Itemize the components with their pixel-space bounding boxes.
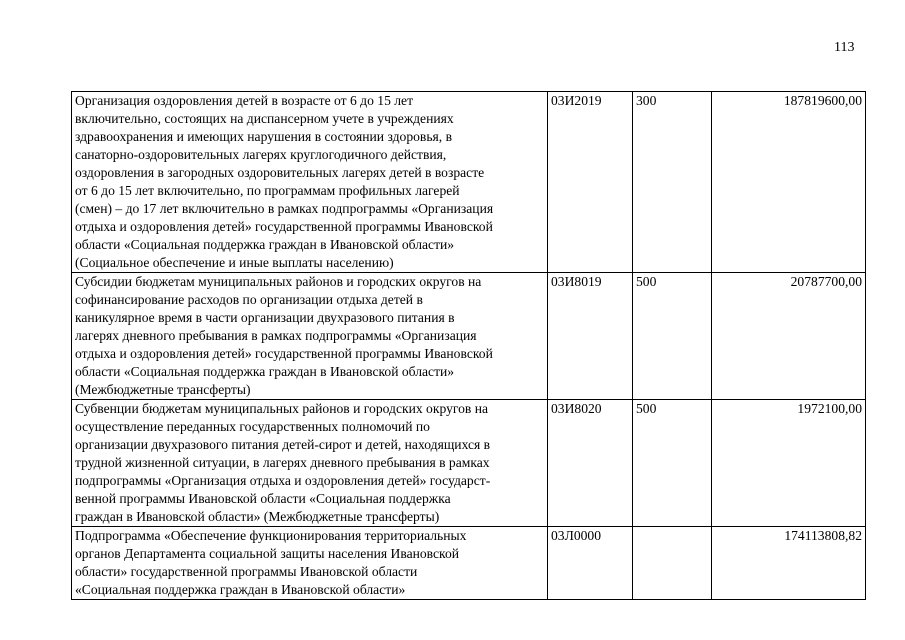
- description-line: области «Социальная поддержка граждан в Ивановской области»: [75, 237, 455, 252]
- description-line: Организация оздоровления детей в возрасте от 6 до 15 лет: [75, 93, 414, 108]
- description-line: области» государственной программы Ивановской области: [75, 564, 418, 579]
- row-amount: 187819600,00: [712, 92, 866, 273]
- row-description: [72, 400, 548, 527]
- description-line: каникулярное время в части организации двухразового питания в: [75, 310, 455, 325]
- description-line: от 6 до 15 лет включительно, по программам профильных лагерей: [75, 183, 460, 198]
- description-line: организации двухразового питания детей-сирот и детей, находящихся в: [75, 437, 491, 452]
- description-line: Субсидии бюджетам муниципальных районов и городских округов на: [75, 274, 482, 289]
- row-description: [72, 92, 548, 273]
- table-row: [72, 92, 866, 273]
- description-line: «Социальная поддержка граждан в Ивановской области»: [75, 582, 406, 597]
- table-row: [72, 527, 866, 600]
- description-line: (Межбюджетные трансферты): [75, 382, 251, 397]
- description-line: отдыха и оздоровления детей» государственной программы Ивановской: [75, 346, 493, 361]
- description-line: трудной жизненной ситуации, в лагерях дневного пребывания в рамках: [75, 455, 490, 470]
- description-line: лагерях дневного пребывания в рамках подпрограммы «Организация: [75, 328, 477, 343]
- row-expense-type: 300: [633, 92, 712, 273]
- description-line: осуществление переданных государственных полномочий по: [75, 419, 430, 434]
- row-description: [72, 273, 548, 400]
- row-amount: 174113808,82: [712, 527, 866, 600]
- description-line: (Социальное обеспечение и иные выплаты населению): [75, 255, 394, 270]
- description-line: области «Социальная поддержка граждан в Ивановской области»: [75, 364, 455, 379]
- row-amount: 20787700,00: [712, 273, 866, 400]
- row-expense-type: 500: [633, 273, 712, 400]
- description-line: софинансирование расходов по организации отдыха детей в: [75, 292, 423, 307]
- row-code: 03Л0000: [548, 527, 633, 600]
- description-line: здравоохранения и имеющих нарушения в состоянии здоровья, в: [75, 129, 453, 144]
- row-code: 03И8020: [548, 400, 633, 527]
- budget-table: [71, 91, 866, 600]
- page-number: 113: [834, 40, 855, 55]
- row-code: 03И8019: [548, 273, 633, 400]
- row-amount: 1972100,00: [712, 400, 866, 527]
- row-expense-type: [633, 527, 712, 600]
- row-description: [72, 527, 548, 600]
- description-line: Подпрограмма «Обеспечение функционирования территориальных: [75, 528, 467, 543]
- description-line: (смен) – до 17 лет включительно в рамках подпрограммы «Организация: [75, 201, 494, 216]
- description-line: санаторно-оздоровительных лагерях круглогодичного действия,: [75, 147, 447, 162]
- description-line: граждан в Ивановской области» (Межбюджетные трансферты): [75, 509, 440, 524]
- table-row: [72, 273, 866, 400]
- description-line: включительно, состоящих на диспансерном учете в учреждениях: [75, 111, 454, 126]
- description-line: оздоровления в загородных оздоровительных лагерях детей в возрасте: [75, 165, 485, 180]
- description-line: органов Департамента социальной защиты населения Ивановской: [75, 546, 460, 561]
- row-code: 03И2019: [548, 92, 633, 273]
- row-expense-type: 500: [633, 400, 712, 527]
- description-line: отдыха и оздоровления детей» государственной программы Ивановской: [75, 219, 493, 234]
- description-line: Субвенции бюджетам муниципальных районов и городских округов на: [75, 401, 489, 416]
- table-row: [72, 400, 866, 527]
- description-line: венной программы Ивановской области «Социальная поддержка: [75, 491, 451, 506]
- description-line: подпрограммы «Организация отдыха и оздоровления детей» государст-: [75, 473, 491, 488]
